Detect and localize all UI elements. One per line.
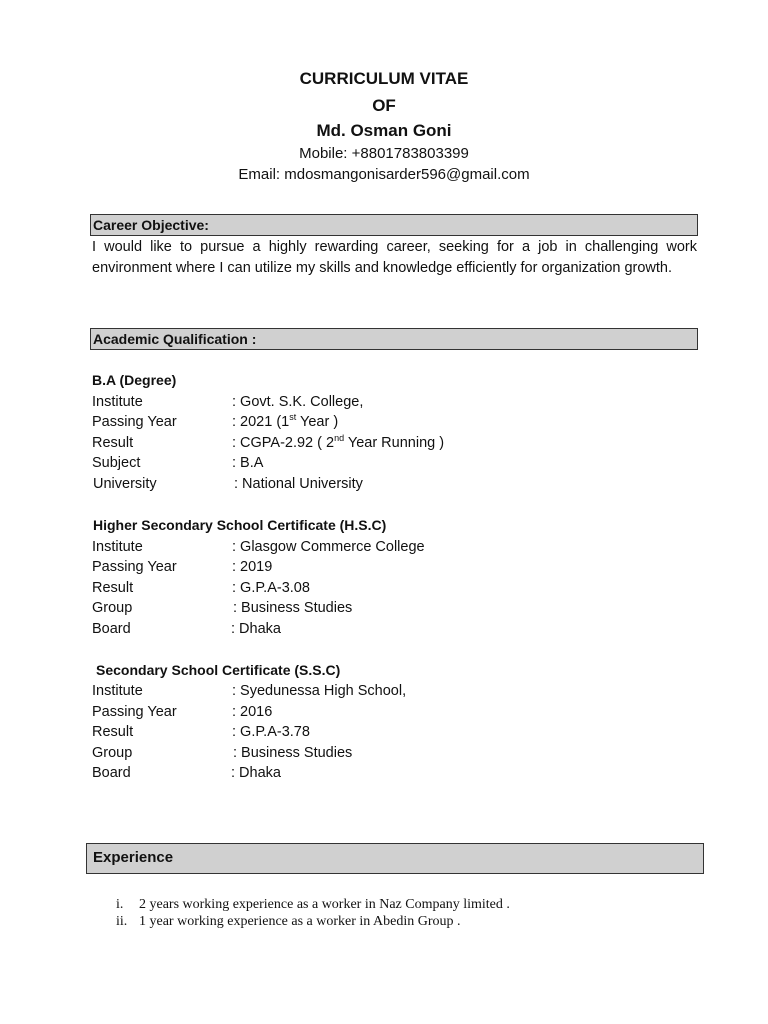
field-value: : 2016	[232, 704, 273, 720]
field-label: Subject	[92, 455, 141, 471]
experience-text: 2 years working experience as a worker in Naz Company limited .	[139, 897, 510, 912]
field-value: : Govt. S.K. College,	[232, 394, 364, 410]
academic-qualification-heading: Academic Qualification :	[90, 328, 698, 350]
cv-title: CURRICULUM VITAE	[299, 69, 469, 88]
field-label: Group	[92, 745, 133, 761]
field-value: : CGPA-2.92 ( 2nd Year Running )	[232, 433, 445, 451]
field-value: : 2019	[232, 559, 273, 575]
field-label: University	[93, 476, 157, 492]
field-label: Result	[92, 580, 134, 596]
field-label: Result	[92, 435, 134, 451]
field-label: Group	[92, 600, 133, 616]
field-value: : Dhaka	[231, 621, 281, 637]
email-address: Email: mdosmangonisarder596@gmail.com	[238, 166, 530, 183]
field-value: : Business Studies	[233, 600, 353, 616]
list-number: ii.	[116, 914, 128, 929]
list-number: i.	[116, 897, 124, 912]
field-value: : National University	[234, 476, 363, 492]
field-label: Board	[92, 765, 131, 781]
field-value: : G.P.A-3.08	[232, 580, 310, 596]
field-label: Institute	[92, 394, 143, 410]
cv-of: OF	[372, 96, 396, 115]
field-label: Passing Year	[92, 559, 177, 575]
field-label: Passing Year	[92, 414, 177, 430]
field-value: : B.A	[232, 455, 264, 471]
hsc-title: Higher Secondary School Certificate (H.S.C)	[93, 517, 387, 533]
experience-heading: Experience	[86, 843, 704, 874]
mobile-number: Mobile: +8801783803399	[299, 145, 469, 162]
career-objective-text: I would like to pursue a highly rewarding career, seeking for a job in challenging work environment where I can utilize my skills and knowledge efficiently for organization growth.	[92, 239, 697, 276]
career-objective-heading: Career Objective:	[90, 214, 698, 236]
field-value: : G.P.A-3.78	[232, 724, 310, 740]
field-label: Result	[92, 724, 134, 740]
field-value: : Glasgow Commerce College	[232, 539, 425, 555]
field-value: : Syedunessa High School,	[232, 683, 407, 699]
field-label: Board	[92, 621, 131, 637]
ba-degree-title: B.A (Degree)	[92, 372, 177, 388]
field-value: : 2021 (1st Year )	[232, 412, 339, 430]
field-label: Institute	[92, 683, 143, 699]
field-label: Institute	[92, 539, 143, 555]
candidate-name: Md. Osman Goni	[316, 121, 452, 140]
experience-text: 1 year working experience as a worker in Abedin Group .	[139, 914, 461, 929]
field-value: : Dhaka	[231, 765, 281, 781]
field-value: : Business Studies	[233, 745, 353, 761]
ssc-title: Secondary School Certificate (S.S.C)	[96, 662, 341, 678]
field-label: Passing Year	[92, 704, 177, 720]
